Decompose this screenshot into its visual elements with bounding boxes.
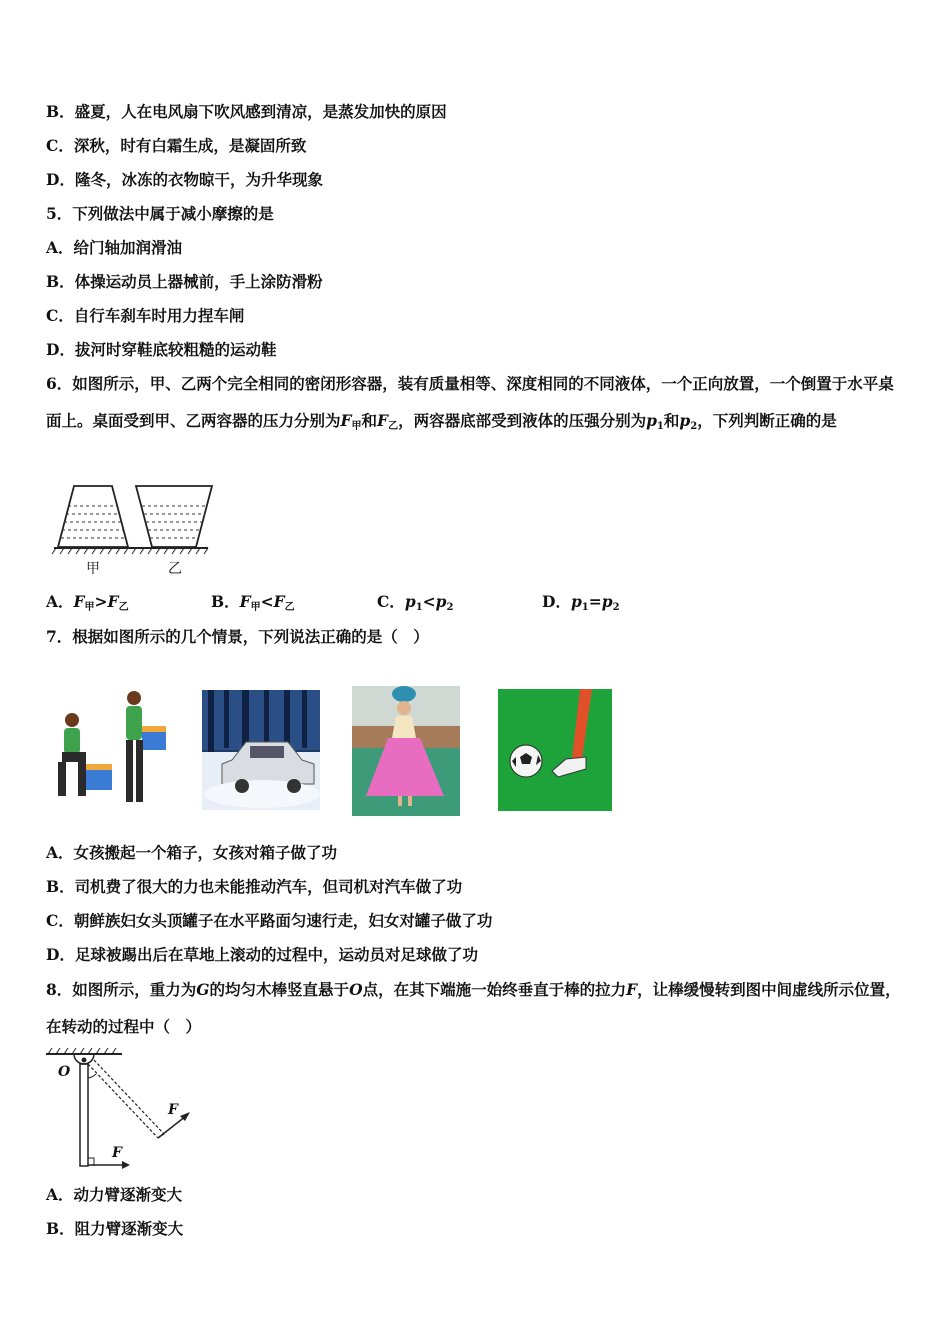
- q6-label-yi: 乙: [168, 561, 182, 577]
- q5-option-c: C．自行车刹车时用力捏车闸: [46, 306, 245, 325]
- q7-image-car-in-snow: [202, 690, 320, 810]
- q6-option-d: D．$p_1=p_2$: [542, 592, 620, 613]
- q5-option-b: B．体操运动员上器械前，手上涂防滑粉: [46, 272, 323, 291]
- q5-stem: 5．下列做法中属于减小摩擦的是: [46, 204, 274, 223]
- q8-label-o: O: [58, 1064, 71, 1080]
- q7-image-woman-carrying-jar: [352, 686, 460, 816]
- q6-option-c: C．$p_1<p_2$: [377, 592, 454, 613]
- q4-option-b: B．盛夏，人在电风扇下吹风感到清凉，是蒸发加快的原因: [46, 102, 447, 121]
- q6-containers-figure: [46, 482, 226, 578]
- q8-stem: 8．如图所示，重力为G的均匀木棒竖直悬于O点，在其下端施一始终垂直于棒的拉力F，让棒缓慢转到图中间虚线所示位置，在转动的过程中（ ）: [46, 980, 901, 1036]
- q6-option-b: B．$F_甲<F_乙$: [211, 592, 295, 613]
- q8-lever-figure: [44, 1046, 204, 1174]
- q6-option-a: A．$F_甲>F_乙$: [46, 592, 129, 613]
- q5-option-d: D．拔河时穿鞋底较粗糙的运动鞋: [46, 340, 277, 359]
- q7-option-c: C．朝鲜族妇女头顶罐子在水平路面匀速行走，妇女对罐子做了功: [46, 911, 493, 930]
- q4-option-d: D．隆冬，冰冻的衣物晾干，为升华现象: [46, 170, 323, 189]
- q4-option-c: C．深秋，时有白霜生成，是凝固所致: [46, 136, 307, 155]
- q6-stem: 6．如图所示，甲、乙两个完全相同的密闭形容器，装有质量相等、深度相同的不同液体，一个正向放置，一个倒置于水平桌面上。桌面受到甲、乙两容器的压力分别为$F_甲$和$F_乙$，两容器底部受到液体的压强分别为$p_1$和$p_2$，下列判断正确的是: [46, 374, 894, 432]
- q7-option-b: B．司机费了很大的力也未能推动汽车，但司机对汽车做了功: [46, 877, 463, 896]
- q8-label-f-bottom: F: [112, 1145, 122, 1161]
- q6-label-jia: 甲: [86, 561, 100, 577]
- q8-option-a: A．动力臂逐渐变大: [46, 1185, 183, 1204]
- q7-stem: 7．根据如图所示的几个情景，下列说法正确的是（ ）: [46, 627, 429, 646]
- q8-option-b: B．阻力臂逐渐变大: [46, 1219, 184, 1238]
- q5-option-a: A．给门轴加润滑油: [46, 238, 183, 257]
- q8-label-f-top: F: [168, 1102, 178, 1118]
- q7-option-a: A．女孩搬起一个箱子，女孩对箱子做了功: [46, 843, 338, 862]
- q7-image-kicked-football: [498, 689, 612, 811]
- q7-image-girl-lifting-box: [50, 688, 174, 808]
- q7-option-d: D．足球被踢出后在草地上滚动的过程中，运动员对足球做了功: [46, 945, 478, 964]
